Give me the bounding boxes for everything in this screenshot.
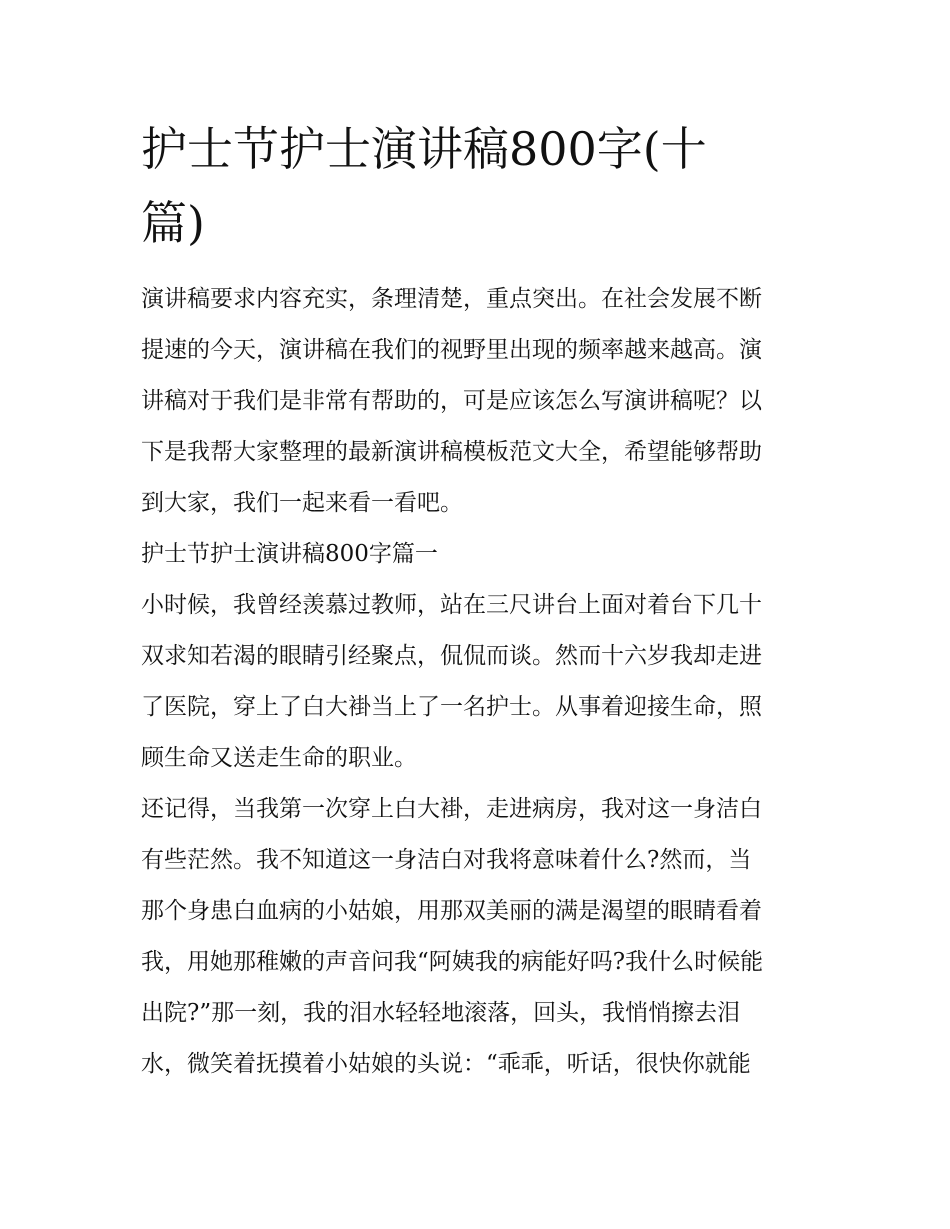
paragraph-line: 到大家，我们一起来看一看吧。 xyxy=(141,490,463,516)
paragraph-line: 了医院，穿上了白大褂当上了一名护士。从事着迎接生命，照 xyxy=(141,694,762,720)
paragraph-line: 出院?”那一刻，我的泪水轻轻地滚落，回头，我悄悄擦去泪 xyxy=(141,1000,741,1026)
paragraph-line: 双求知若渴的眼睛引经聚点，侃侃而谈。然而十六岁我却走进 xyxy=(141,643,762,669)
intro-paragraph xyxy=(141,274,813,529)
paragraph-line: 小时候，我曾经羡慕过教师，站在三尺讲台上面对着台下几十 xyxy=(141,592,762,618)
title-line-2: 篇) xyxy=(141,196,205,250)
document-title xyxy=(141,112,813,260)
paragraph-line: 有些茫然。我不知道这一身洁白对我将意味着什么?然而，当 xyxy=(141,847,752,873)
paragraph-line: 还记得，当我第一次穿上白大褂，走进病房，我对这一身洁白 xyxy=(141,796,762,822)
paragraph-line: 提速的今天，演讲稿在我们的视野里出现的频率越来越高。演 xyxy=(141,337,762,363)
section-heading-text: 护士节护士演讲稿800字篇一 xyxy=(141,541,438,567)
paragraph-line: 水，微笑着抚摸着小姑娘的头说：“乖乖，听话，很快你就能 xyxy=(141,1051,751,1077)
body-paragraph-2 xyxy=(141,784,813,1090)
title-line-1: 护士节护士演讲稿800字(十 xyxy=(141,122,707,176)
paragraph-line: 顾生命又送走生命的职业。 xyxy=(141,745,417,771)
paragraph-line: 讲稿对于我们是非常有帮助的，可是应该怎么写演讲稿呢？以 xyxy=(141,388,762,414)
document-page xyxy=(141,112,813,1090)
body-paragraph-1 xyxy=(141,580,813,784)
paragraph-line: 我，用她那稚嫩的声音问我“阿姨我的病能好吗?我什么时候能 xyxy=(141,949,764,975)
paragraph-line: 下是我帮大家整理的最新演讲稿模板范文大全，希望能够帮助 xyxy=(141,439,762,465)
paragraph-line: 演讲稿要求内容充实，条理清楚，重点突出。在社会发展不断 xyxy=(141,286,762,312)
paragraph-line: 那个身患白血病的小姑娘，用那双美丽的满是渴望的眼睛看着 xyxy=(141,898,762,924)
section-heading xyxy=(141,529,813,580)
